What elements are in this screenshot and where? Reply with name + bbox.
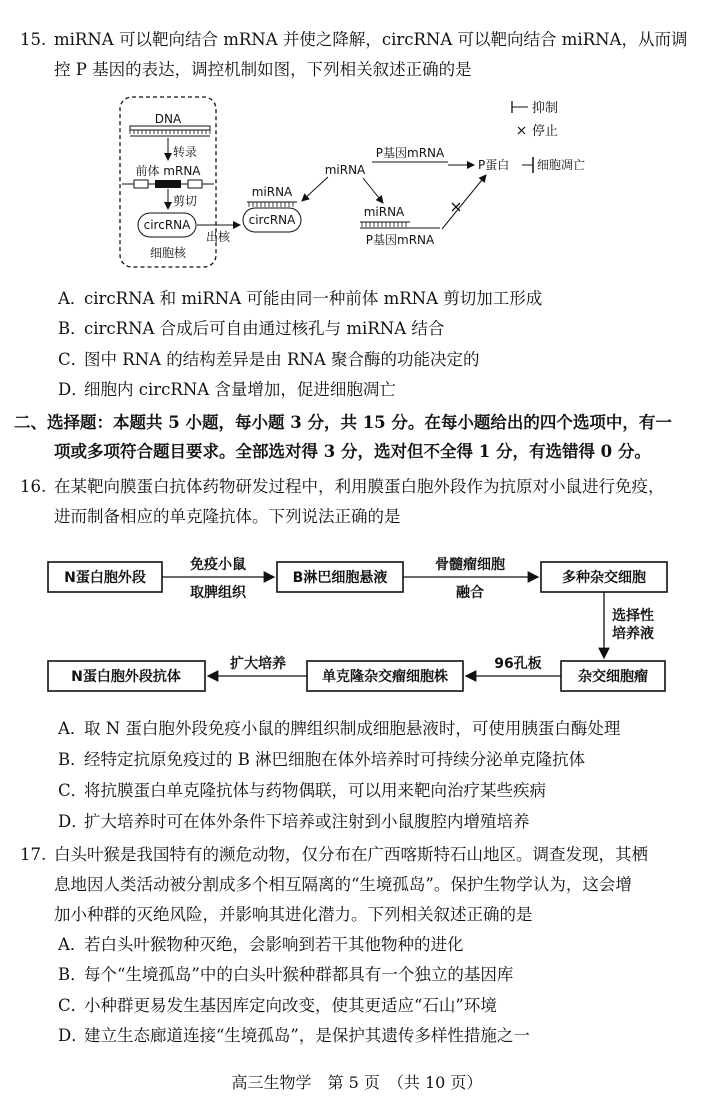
legend-stop: 停止 bbox=[532, 124, 559, 139]
flow-arrow1-bottom: 取脾组织 bbox=[190, 585, 246, 601]
legend-stop-icon bbox=[518, 127, 525, 134]
mirna-bottom-label: miRNA bbox=[363, 205, 405, 219]
circrna-nucleus-label: circRNA bbox=[143, 218, 191, 232]
q15-regulation-diagram bbox=[0, 85, 714, 275]
dna-label: DNA bbox=[154, 112, 182, 126]
q16-stem-line1: 在某靶向膜蛋白抗体药物研发过程中，利用膜蛋白胞外段作为抗原对小鼠进行免疫， bbox=[54, 477, 665, 496]
q16-number: 16. bbox=[20, 477, 47, 496]
flow-arrow1-top: 免疫小鼠 bbox=[190, 557, 246, 573]
p-protein-label: P蛋白 bbox=[478, 158, 510, 172]
svg-text:杂交细胞瘤: 杂交细胞瘤 bbox=[578, 669, 648, 685]
precursor-label: 前体 mRNA bbox=[135, 164, 201, 178]
q17-stem-line2: 息地因人类活动被分割成多个相互隔离的“生境孤岛”。保护生物学认为，这会增 bbox=[54, 875, 632, 894]
q17-number: 17. bbox=[20, 845, 47, 864]
p-mrna-top-label: P基因mRNA bbox=[375, 146, 445, 160]
q17-stem-line1: 白头叶猴是我国特有的濒危动物，仅分布在广西喀斯特石山地区。调查发现，其栖 bbox=[54, 845, 648, 864]
circrna-cyto-label: circRNA bbox=[248, 213, 296, 227]
flow-arrow4-label: 96孔板 bbox=[494, 656, 542, 672]
q16-stem-line2: 进而制备相应的单克隆抗体。下列说法正确的是 bbox=[54, 507, 401, 526]
q15-stem-line2: 控 P 基因的表达，调控机制如图，下列相关叙述正确的是 bbox=[54, 60, 472, 79]
flow-arrow2-bottom: 融合 bbox=[456, 585, 484, 601]
q16-flowchart bbox=[0, 540, 714, 700]
flow-arrow5-label: 扩大培养 bbox=[230, 656, 286, 672]
page-footer: 高三生物学 第 5 页 （共 10 页） bbox=[231, 1073, 483, 1092]
section2-heading-line2: 项或多项符合题目要求。全部选对得 3 分，选对但不全得 1 分，有选错得 0 分。 bbox=[54, 442, 651, 461]
q15-stem-line1: miRNA 可以靶向结合 mRNA 并使之降解，circRNA 可以靶向结合 miRNA，从而调 bbox=[54, 30, 688, 49]
svg-text:多种杂交细胞: 多种杂交细胞 bbox=[562, 570, 646, 586]
export-label: 出核 bbox=[205, 230, 231, 244]
mirna-left-label: miRNA bbox=[251, 185, 293, 199]
p-mrna-bottom-label: P基因mRNA bbox=[365, 233, 435, 247]
svg-text:N蛋白胞外段抗体: N蛋白胞外段抗体 bbox=[71, 669, 181, 685]
apoptosis-label: 细胞凋亡 bbox=[537, 158, 586, 172]
svg-text:单克隆杂交瘤细胞株: 单克隆杂交瘤细胞株 bbox=[322, 669, 448, 685]
section2-heading-line1: 二、选择题：本题共 5 小题，每小题 3 分，共 15 分。在每小题给出的四个选项中，有一 bbox=[14, 413, 672, 432]
legend-inhibit: 抑制 bbox=[532, 101, 559, 116]
mirna-center-label: miRNA bbox=[324, 163, 366, 177]
q15-number: 15. bbox=[20, 30, 47, 49]
q17-stem-line3: 加小种群的灭绝风险，并影响其进化潜力。下列相关叙述正确的是 bbox=[54, 905, 533, 924]
splicing-label: 剪切 bbox=[173, 194, 198, 208]
flow-arrow3-line2: 培养液 bbox=[612, 626, 654, 642]
transcription-label: 转录 bbox=[173, 145, 198, 159]
nucleus-label: 细胞核 bbox=[149, 246, 187, 260]
svg-text:B淋巴细胞悬液: B淋巴细胞悬液 bbox=[292, 570, 388, 586]
flow-arrow3-line1: 选择性 bbox=[612, 608, 654, 624]
flow-arrow2-top: 骨髓瘤细胞 bbox=[435, 557, 505, 573]
svg-text:N蛋白胞外段: N蛋白胞外段 bbox=[64, 570, 146, 586]
stop-cross-icon bbox=[452, 203, 460, 211]
